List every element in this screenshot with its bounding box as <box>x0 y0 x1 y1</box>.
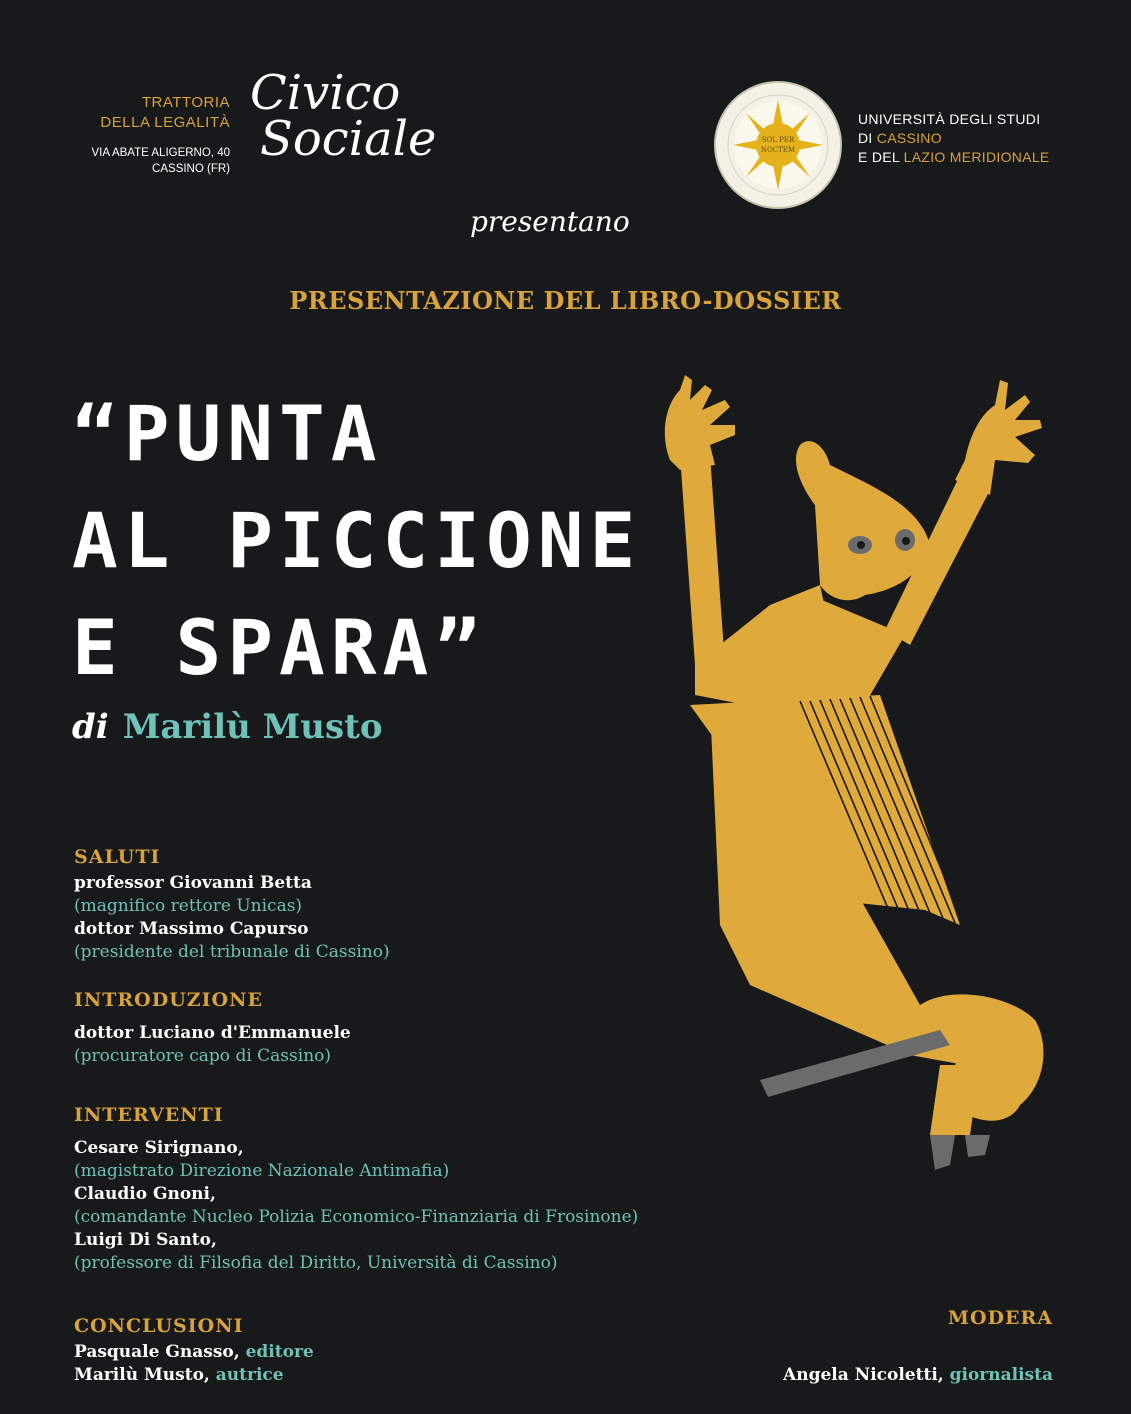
trattoria-line2: DELLA LEGALITÀ <box>100 114 230 131</box>
conclusioni-line: Pasquale Gnasso, editore <box>74 1342 314 1362</box>
jumping-figure-illustration <box>650 365 1080 1185</box>
saluti-line: (magnifico rettore Unicas) <box>74 896 303 916</box>
trattoria-line1: TRATTORIA <box>141 94 230 111</box>
introduzione-list <box>74 1022 351 1068</box>
civico-sociale-logo <box>250 65 437 167</box>
conclusioni-heading: CONCLUSIONI <box>74 1315 244 1337</box>
address-line1: VIA ABATE ALIGERNO, 40 <box>91 147 230 159</box>
event-subtitle: PRESENTAZIONE DEL LIBRO-DOSSIER <box>289 286 842 315</box>
univ-line2: DI CASSINO <box>858 130 942 146</box>
introduzione-heading: INTRODUZIONE <box>74 989 263 1011</box>
university-name <box>858 110 1050 167</box>
interventi-heading: INTERVENTI <box>74 1104 224 1126</box>
modera-heading: MODERA <box>947 1307 1053 1329</box>
seal-motto-1: SOL PER <box>761 136 795 144</box>
introduzione-line: (procuratore capo di Cassino) <box>74 1046 332 1066</box>
interventi-line: Luigi Di Santo, <box>74 1230 217 1250</box>
title-line-2: AL PICCIONE <box>72 496 642 585</box>
univ-line3: E DEL LAZIO MERIDIONALE <box>858 149 1050 165</box>
interventi-line: (comandante Nucleo Polizia Economico-Finanziaria di Frosinone) <box>74 1207 639 1227</box>
interventi-line: (magistrato Direzione Nazionale Antimafia) <box>74 1161 450 1181</box>
address-line2: CASSINO (FR) <box>152 163 230 175</box>
introduzione-line: dottor Luciano d'Emmanuele <box>74 1023 351 1043</box>
university-seal-icon <box>713 80 843 210</box>
interventi-line: Cesare Sirignano, <box>74 1138 244 1158</box>
conclusioni-line: Marilù Musto, autrice <box>74 1365 284 1385</box>
author-name: Marilù Musto <box>122 707 383 747</box>
interventi-list <box>74 1137 638 1275</box>
author-byline <box>72 707 383 747</box>
modera-line: Angela Nicoletti, giornalista <box>783 1365 1053 1385</box>
book-title <box>72 380 641 701</box>
seal-motto-2: NOCTEM <box>760 146 796 154</box>
presentano-text: presentano <box>470 205 630 238</box>
saluti-line: professor Giovanni Betta <box>74 873 312 893</box>
trattoria-address <box>60 145 230 177</box>
title-line-3: E SPARA” <box>72 603 487 692</box>
univ-line1: UNIVERSITÀ DEGLI STUDI <box>858 111 1041 127</box>
saluti-list <box>74 872 390 964</box>
saluti-line: (presidente del tribunale di Cassino) <box>74 942 390 962</box>
conclusioni-list <box>74 1341 314 1387</box>
title-line-1: “PUNTA <box>72 389 383 478</box>
interventi-line: (professore di Filsofia del Diritto, Università di Cassino) <box>74 1253 558 1273</box>
logo-line2: Sociale <box>260 111 437 167</box>
trattoria-name <box>60 93 230 133</box>
saluti-heading: SALUTI <box>74 846 161 868</box>
saluti-line: dottor Massimo Capurso <box>74 919 309 939</box>
logo-line1: Civico <box>250 65 401 121</box>
interventi-line: Claudio Gnoni, <box>74 1184 216 1204</box>
byline-di: di <box>72 707 109 747</box>
